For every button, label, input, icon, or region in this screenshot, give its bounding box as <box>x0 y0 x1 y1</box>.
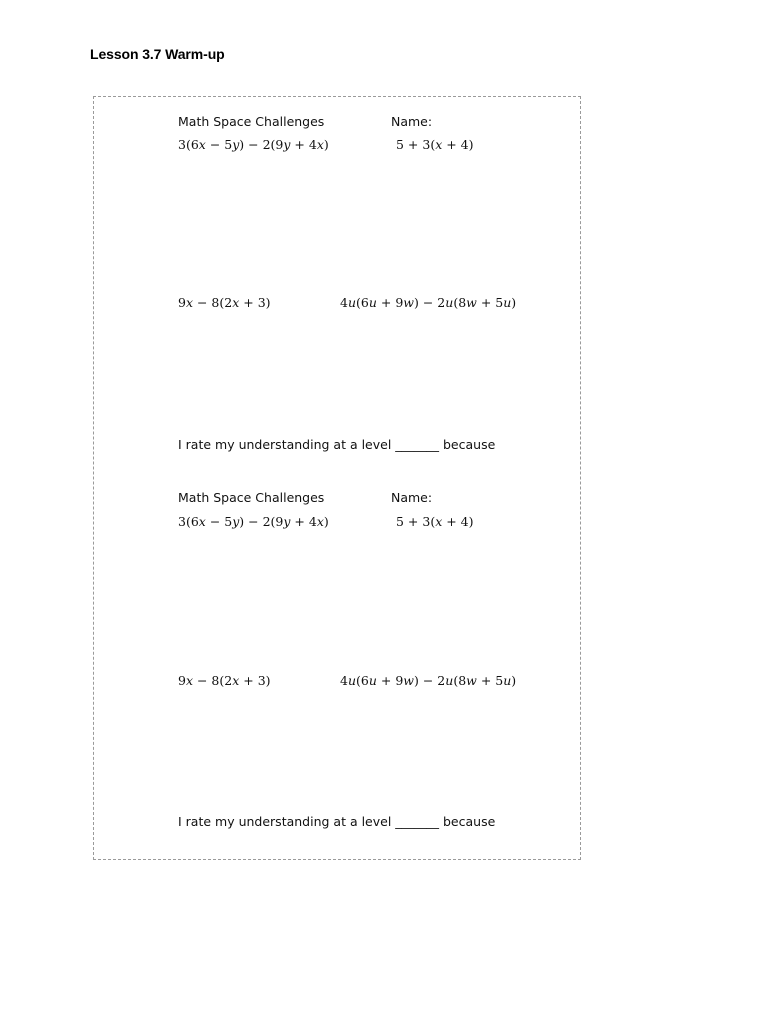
block2-name-label: Name: <box>391 490 433 505</box>
block2-header-title: Math Space Challenges <box>178 490 325 505</box>
block1-problem-4: 4u(6u + 9w) − 2u(8w + 5u) <box>340 295 517 310</box>
block1-name-label: Name: <box>391 114 433 129</box>
block1-header-title: Math Space Challenges <box>178 114 325 129</box>
block1-problem-3: 9x − 8(2x + 3) <box>178 295 271 310</box>
block2-problem-1: 3(6x − 5y) − 2(9y + 4x) <box>178 514 329 529</box>
page-title: Lesson 3.7 Warm-up <box>90 46 225 62</box>
block1-rating-line: I rate my understanding at a level _______ because <box>178 437 496 452</box>
block2-rating-line: I rate my understanding at a level _______ because <box>178 814 496 829</box>
block2-problem-3: 9x − 8(2x + 3) <box>178 673 271 688</box>
block2-problem-4: 4u(6u + 9w) − 2u(8w + 5u) <box>340 673 517 688</box>
warmup-frame <box>93 96 581 860</box>
block1-problem-1: 3(6x − 5y) − 2(9y + 4x) <box>178 137 329 152</box>
block2-problem-2: 5 + 3(x + 4) <box>396 514 474 529</box>
block1-problem-2: 5 + 3(x + 4) <box>396 137 474 152</box>
